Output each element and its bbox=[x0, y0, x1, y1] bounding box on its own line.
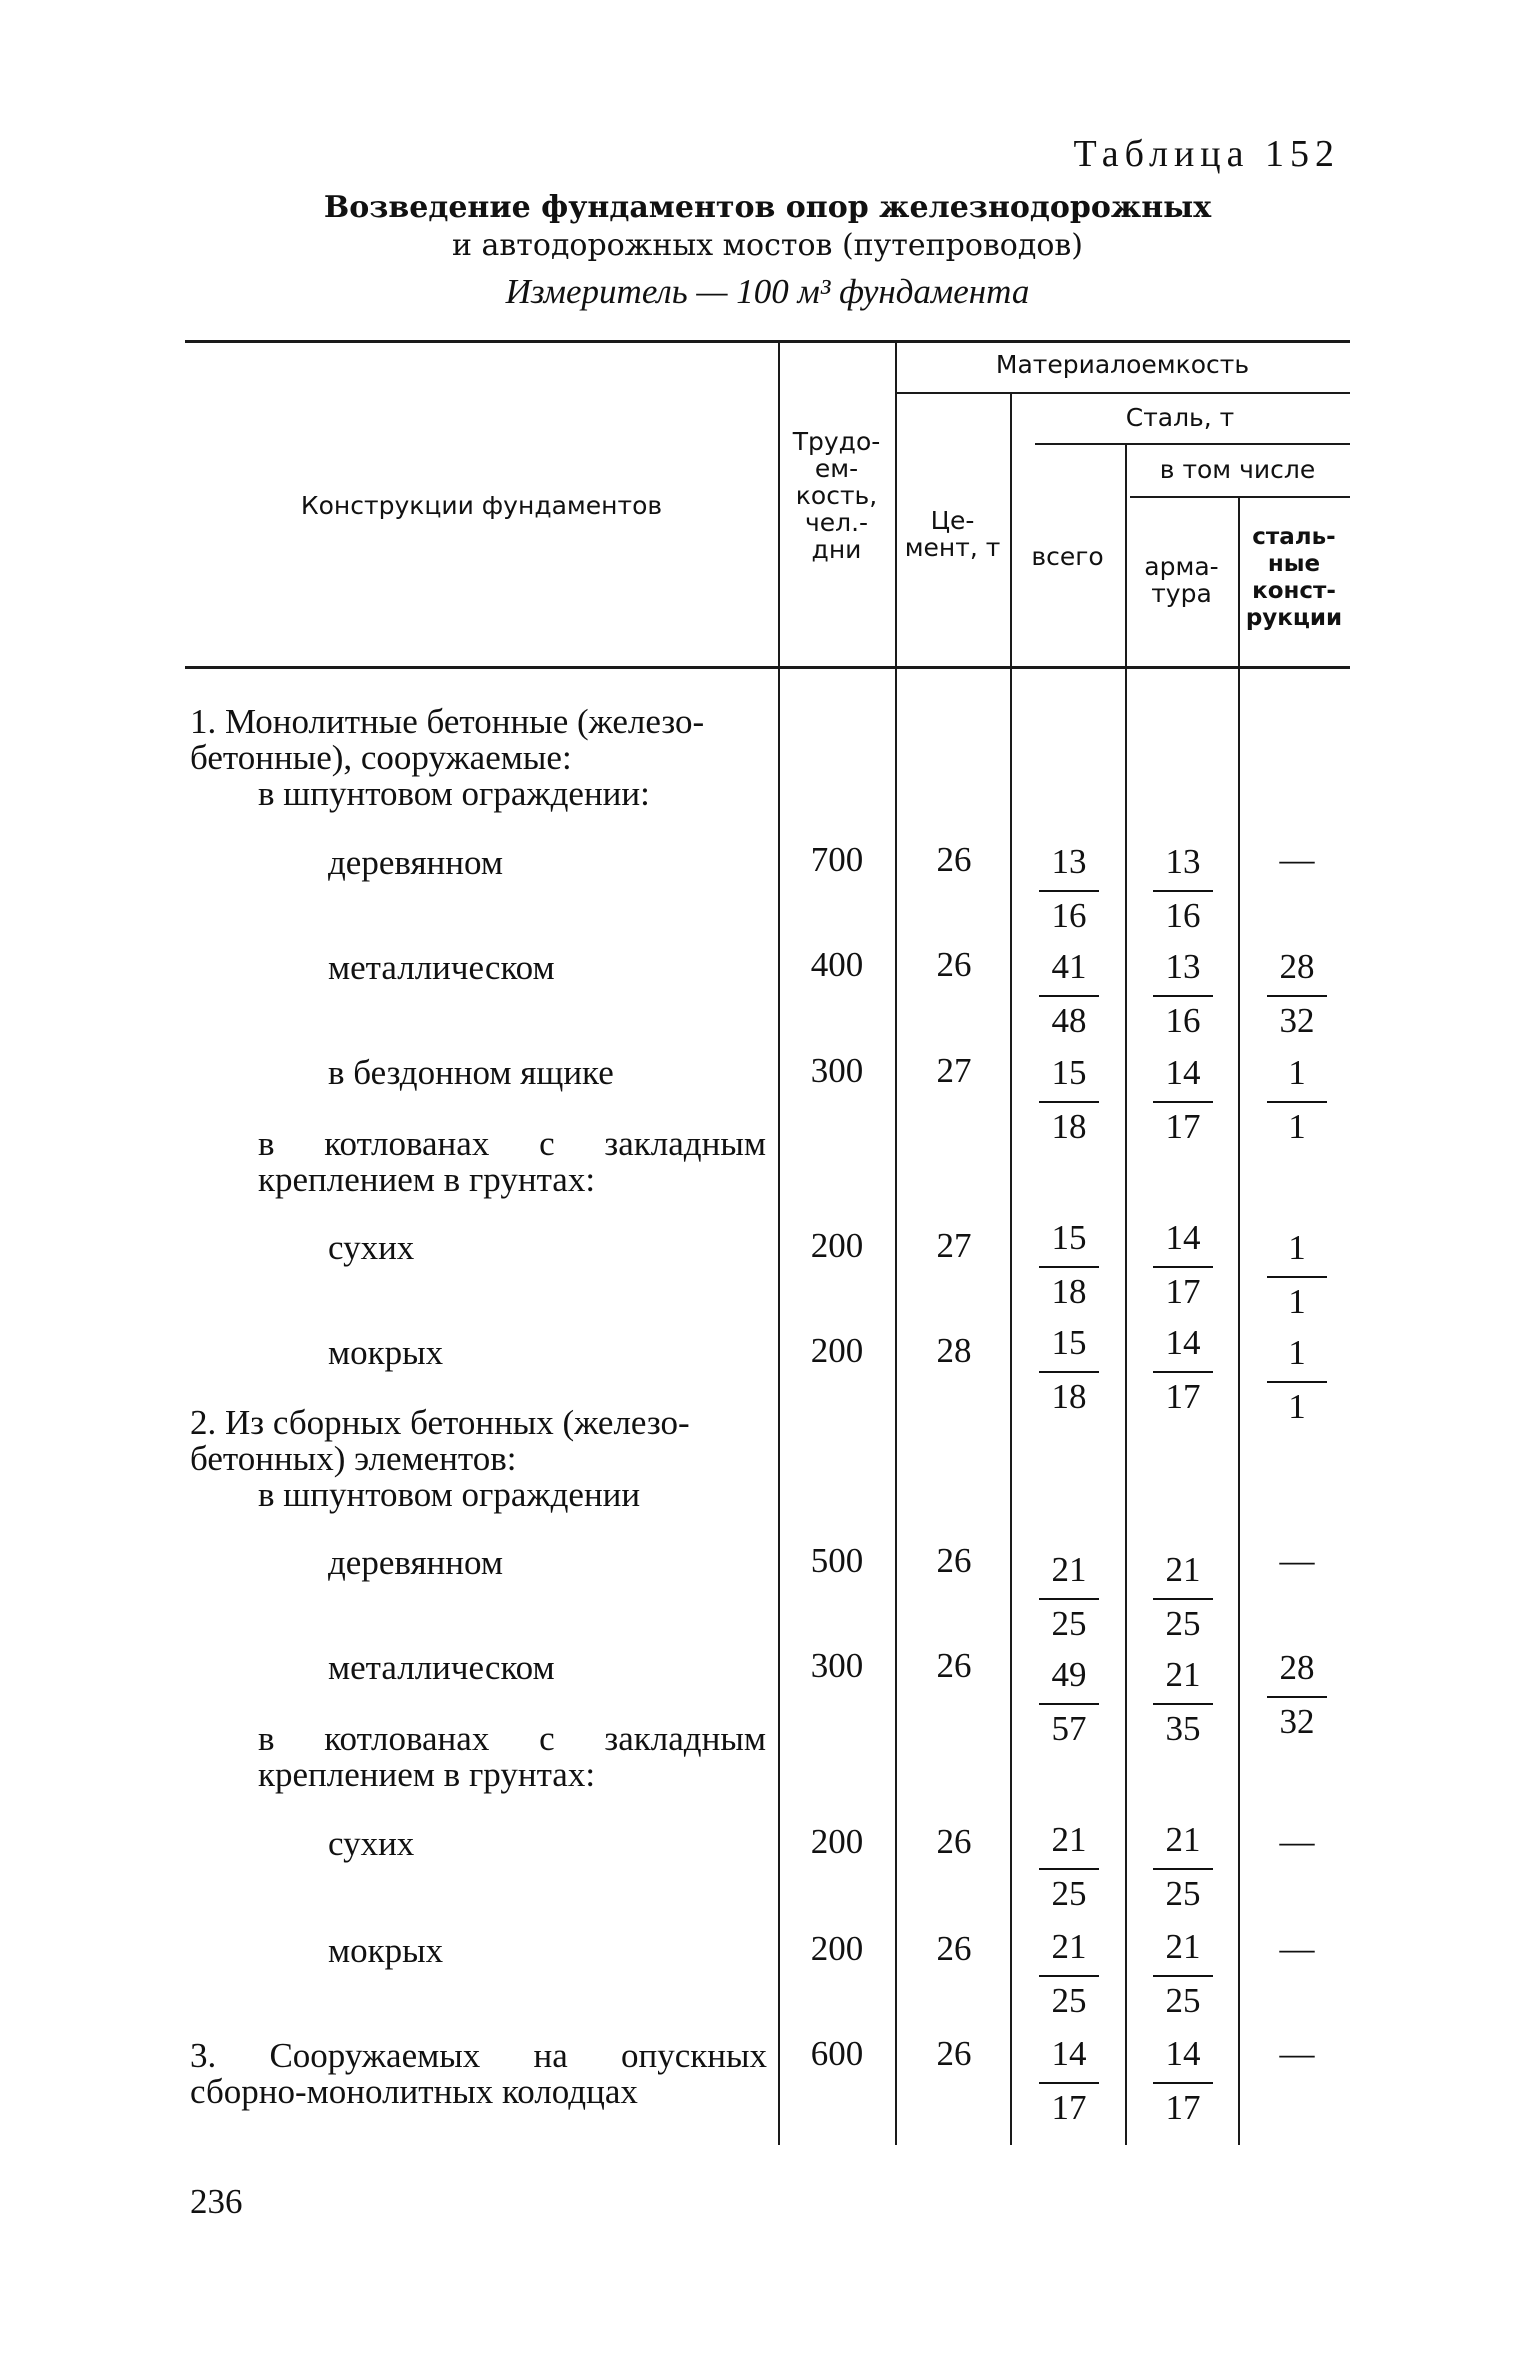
fraction-denominator: 17 bbox=[1165, 2088, 1201, 2127]
cement-cell: 26 bbox=[936, 2034, 972, 2073]
fraction-bar bbox=[1267, 995, 1327, 997]
header-total: всего bbox=[1031, 542, 1104, 571]
fraction-denominator: 17 bbox=[1165, 1377, 1201, 1416]
header-steel-structures-3: конст- bbox=[1252, 578, 1336, 604]
col-line-3 bbox=[1010, 394, 1012, 2145]
fraction-bar bbox=[1153, 1266, 1213, 1268]
section-2-title bbox=[190, 1405, 690, 1477]
cement-cell: 26 bbox=[936, 1646, 972, 1685]
labor-cell: 200 bbox=[810, 1226, 864, 1265]
fraction-bar bbox=[1153, 1975, 1213, 1977]
header-labor bbox=[778, 428, 895, 563]
section-2-line-2: бетонных) элементов: bbox=[190, 1439, 517, 1478]
subsection-pits-2-line-1: в котлованах с закладным bbox=[258, 1719, 766, 1758]
fraction-numerator: 15 bbox=[1051, 1053, 1087, 1092]
steel-dash: — bbox=[1279, 1541, 1315, 1580]
section-3-line-2: сборно-монолитных колодцах bbox=[190, 2072, 638, 2111]
header-labor-1: Трудо- bbox=[792, 427, 881, 456]
including-rule bbox=[1130, 496, 1350, 498]
labor-cell: 400 bbox=[810, 945, 864, 984]
fraction-denominator: 32 bbox=[1279, 1702, 1315, 1741]
fraction-numerator: 41 bbox=[1051, 947, 1087, 986]
fraction-bar bbox=[1153, 1101, 1213, 1103]
labor-cell: 300 bbox=[810, 1051, 864, 1090]
fraction-denominator: 18 bbox=[1051, 1107, 1087, 1146]
fraction-bar bbox=[1267, 1101, 1327, 1103]
fraction-bar bbox=[1153, 2082, 1213, 2084]
total-fraction bbox=[1029, 1325, 1109, 1429]
fraction-numerator: 13 bbox=[1165, 842, 1201, 881]
rebar-fraction bbox=[1143, 1929, 1223, 2033]
row-name: в бездонном ящике bbox=[328, 1053, 614, 1092]
cement-cell: 27 bbox=[936, 1051, 972, 1090]
rebar-fraction bbox=[1143, 1220, 1223, 1324]
fraction-bar bbox=[1153, 1703, 1213, 1705]
fraction-denominator: 25 bbox=[1165, 1604, 1201, 1643]
col-line-4 bbox=[1125, 445, 1127, 2145]
fraction-numerator: 1 bbox=[1288, 1053, 1306, 1092]
steel-dash: — bbox=[1279, 2034, 1315, 2073]
fraction-denominator: 35 bbox=[1165, 1709, 1201, 1748]
steel-dash: — bbox=[1279, 840, 1315, 879]
fraction-numerator: 13 bbox=[1165, 947, 1201, 986]
materials-rule bbox=[895, 392, 1350, 394]
steel-fraction bbox=[1257, 1650, 1337, 1754]
fraction-denominator: 17 bbox=[1165, 1107, 1201, 1146]
fraction-numerator: 1 bbox=[1288, 1333, 1306, 1372]
row-name: мокрых bbox=[328, 1931, 444, 1970]
rebar-fraction bbox=[1143, 1325, 1223, 1429]
total-fraction bbox=[1029, 1929, 1109, 2033]
fraction-bar bbox=[1153, 1371, 1213, 1373]
section-1-line-1: 1. Монолитные бетонные (железо- bbox=[190, 702, 705, 741]
fraction-bar bbox=[1267, 1381, 1327, 1383]
rebar-fraction bbox=[1143, 1657, 1223, 1761]
table-title-line1: Возведение фундаментов опор железнодорожных bbox=[323, 190, 1212, 225]
fraction-numerator: 14 bbox=[1165, 1323, 1201, 1362]
fraction-denominator: 25 bbox=[1165, 1981, 1201, 2020]
subsection-sheet-pile-2: в шпунтовом ограждении bbox=[258, 1475, 641, 1514]
row-name: деревянном bbox=[328, 843, 503, 882]
fraction-numerator: 28 bbox=[1279, 1648, 1315, 1687]
rebar-fraction bbox=[1143, 1552, 1223, 1656]
fraction-bar bbox=[1153, 995, 1213, 997]
subsection-pits-1 bbox=[258, 1126, 766, 1198]
page-number: 236 bbox=[190, 2182, 243, 2221]
header-rebar-1: арма- bbox=[1144, 552, 1219, 581]
total-fraction bbox=[1029, 949, 1109, 1053]
subsection-sheet-pile-1: в шпунтовом ограждении: bbox=[258, 774, 650, 813]
fraction-denominator: 25 bbox=[1051, 1981, 1087, 2020]
section-1-title bbox=[190, 704, 765, 776]
steel-fraction bbox=[1257, 1335, 1337, 1439]
fraction-numerator: 15 bbox=[1051, 1323, 1087, 1362]
section-1-line-2: бетонные), сооружаемые: bbox=[190, 738, 572, 777]
labor-cell: 200 bbox=[810, 1822, 864, 1861]
fraction-bar bbox=[1039, 1975, 1099, 1977]
fraction-numerator: 28 bbox=[1279, 947, 1315, 986]
header-cement bbox=[895, 507, 1010, 561]
fraction-denominator: 48 bbox=[1051, 1001, 1087, 1040]
header-including: в том числе bbox=[1159, 455, 1316, 484]
total-fraction bbox=[1029, 1220, 1109, 1324]
fraction-denominator: 18 bbox=[1051, 1272, 1087, 1311]
labor-cell: 200 bbox=[810, 1929, 864, 1968]
header-steel-structures-4: рукции bbox=[1245, 605, 1343, 631]
fraction-bar bbox=[1267, 1696, 1327, 1698]
labor-cell: 500 bbox=[810, 1541, 864, 1580]
steel-dash: — bbox=[1279, 1929, 1315, 1968]
header-materials: Материалоемкость bbox=[995, 350, 1250, 379]
fraction-denominator: 25 bbox=[1051, 1874, 1087, 1913]
rebar-fraction bbox=[1143, 2036, 1223, 2140]
steel-fraction bbox=[1257, 949, 1337, 1053]
section-3-title bbox=[190, 2038, 767, 2110]
total-fraction bbox=[1029, 1552, 1109, 1656]
cement-cell: 26 bbox=[936, 1541, 972, 1580]
fraction-numerator: 14 bbox=[1051, 2034, 1087, 2073]
fraction-denominator: 16 bbox=[1051, 896, 1087, 935]
total-fraction bbox=[1029, 1055, 1109, 1159]
section-3-line-1: 3. Сооружаемых на опускных bbox=[190, 2036, 767, 2075]
cement-cell: 26 bbox=[936, 945, 972, 984]
header-bottom-rule bbox=[185, 666, 1350, 669]
fraction-numerator: 21 bbox=[1051, 1820, 1087, 1859]
fraction-numerator: 15 bbox=[1051, 1218, 1087, 1257]
header-rebar bbox=[1125, 553, 1238, 607]
col-line-5 bbox=[1238, 498, 1240, 2145]
header-labor-4: чел.- bbox=[804, 508, 869, 537]
fraction-bar bbox=[1267, 1276, 1327, 1278]
fraction-bar bbox=[1039, 890, 1099, 892]
section-2-line-1: 2. Из сборных бетонных (железо- bbox=[190, 1403, 690, 1442]
col-line-2 bbox=[895, 343, 897, 2145]
steel-fraction bbox=[1257, 1230, 1337, 1334]
labor-cell: 600 bbox=[810, 2034, 864, 2073]
fraction-denominator: 17 bbox=[1165, 1272, 1201, 1311]
cement-cell: 27 bbox=[936, 1226, 972, 1265]
steel-dash: — bbox=[1279, 1822, 1315, 1861]
row-name: деревянном bbox=[328, 1543, 503, 1582]
row-name: металлическом bbox=[328, 1648, 555, 1687]
fraction-bar bbox=[1039, 1598, 1099, 1600]
fraction-bar bbox=[1153, 1598, 1213, 1600]
cement-cell: 26 bbox=[936, 1822, 972, 1861]
fraction-bar bbox=[1039, 995, 1099, 997]
row-name: сухих bbox=[328, 1824, 415, 1863]
header-labor-3: кость, bbox=[795, 481, 878, 510]
header-cement-2: мент, т bbox=[904, 533, 1001, 562]
rebar-fraction bbox=[1143, 844, 1223, 948]
total-fraction bbox=[1029, 844, 1109, 948]
cement-cell: 26 bbox=[936, 840, 972, 879]
total-fraction bbox=[1029, 2036, 1109, 2140]
header-steel-structures bbox=[1238, 524, 1350, 632]
fraction-bar bbox=[1039, 1868, 1099, 1870]
header-steel-structures-1: сталь- bbox=[1252, 524, 1336, 550]
fraction-bar bbox=[1039, 1371, 1099, 1373]
subsection-pits-1-line-2: креплением в грунтах: bbox=[258, 1160, 596, 1199]
header-steel-structures-2: ные bbox=[1267, 551, 1321, 577]
fraction-bar bbox=[1153, 890, 1213, 892]
fraction-numerator: 14 bbox=[1165, 1218, 1201, 1257]
steel-fraction bbox=[1257, 1055, 1337, 1159]
subsection-pits-1-line-1: в котлованах с закладным bbox=[258, 1124, 766, 1163]
row-name: металлическом bbox=[328, 948, 555, 987]
fraction-denominator: 18 bbox=[1051, 1377, 1087, 1416]
fraction-bar bbox=[1039, 2082, 1099, 2084]
total-fraction bbox=[1029, 1822, 1109, 1926]
table-measure: Измеритель — 100 м³ фундамента bbox=[505, 272, 1030, 311]
fraction-denominator: 1 bbox=[1288, 1387, 1306, 1426]
rebar-fraction bbox=[1143, 949, 1223, 1053]
fraction-numerator: 21 bbox=[1051, 1927, 1087, 1966]
fraction-numerator: 21 bbox=[1165, 1655, 1201, 1694]
col-line-1 bbox=[778, 343, 780, 2145]
fraction-denominator: 32 bbox=[1279, 1001, 1315, 1040]
header-constructions: Конструкции фундаментов bbox=[300, 491, 663, 520]
fraction-numerator: 21 bbox=[1165, 1820, 1201, 1859]
header-labor-5: дни bbox=[811, 535, 862, 564]
header-rebar-2: тура bbox=[1151, 579, 1212, 608]
table-label: Таблица 152 bbox=[1073, 133, 1340, 175]
row-name: сухих bbox=[328, 1228, 415, 1267]
fraction-numerator: 1 bbox=[1288, 1228, 1306, 1267]
header-top-rule bbox=[185, 340, 1350, 343]
header-cement-1: Це- bbox=[930, 506, 975, 535]
fraction-denominator: 17 bbox=[1051, 2088, 1087, 2127]
steel-rule bbox=[1035, 443, 1350, 445]
labor-cell: 200 bbox=[810, 1331, 864, 1370]
labor-cell: 300 bbox=[810, 1646, 864, 1685]
header-labor-2: ем- bbox=[814, 454, 859, 483]
table-title-line2: и автодорожных мостов (путепроводов) bbox=[451, 228, 1083, 263]
fraction-numerator: 49 bbox=[1051, 1655, 1087, 1694]
fraction-bar bbox=[1153, 1868, 1213, 1870]
fraction-numerator: 21 bbox=[1165, 1550, 1201, 1589]
fraction-denominator: 16 bbox=[1165, 896, 1201, 935]
total-fraction bbox=[1029, 1657, 1109, 1761]
fraction-bar bbox=[1039, 1703, 1099, 1705]
fraction-denominator: 1 bbox=[1288, 1282, 1306, 1321]
subsection-pits-2-line-2: креплением в грунтах: bbox=[258, 1755, 596, 1794]
cement-cell: 26 bbox=[936, 1929, 972, 1968]
subsection-pits-2 bbox=[258, 1721, 766, 1793]
fraction-numerator: 14 bbox=[1165, 2034, 1201, 2073]
rebar-fraction bbox=[1143, 1822, 1223, 1926]
fraction-denominator: 1 bbox=[1288, 1107, 1306, 1146]
fraction-denominator: 25 bbox=[1051, 1604, 1087, 1643]
cement-cell: 28 bbox=[936, 1331, 972, 1370]
fraction-numerator: 21 bbox=[1165, 1927, 1201, 1966]
fraction-numerator: 13 bbox=[1051, 842, 1087, 881]
fraction-bar bbox=[1039, 1101, 1099, 1103]
row-name: мокрых bbox=[328, 1333, 444, 1372]
fraction-denominator: 57 bbox=[1051, 1709, 1087, 1748]
fraction-numerator: 14 bbox=[1165, 1053, 1201, 1092]
fraction-bar bbox=[1039, 1266, 1099, 1268]
fraction-denominator: 16 bbox=[1165, 1001, 1201, 1040]
labor-cell: 700 bbox=[810, 840, 864, 879]
header-steel: Сталь, т bbox=[1125, 403, 1235, 432]
fraction-numerator: 21 bbox=[1051, 1550, 1087, 1589]
fraction-denominator: 25 bbox=[1165, 1874, 1201, 1913]
rebar-fraction bbox=[1143, 1055, 1223, 1159]
